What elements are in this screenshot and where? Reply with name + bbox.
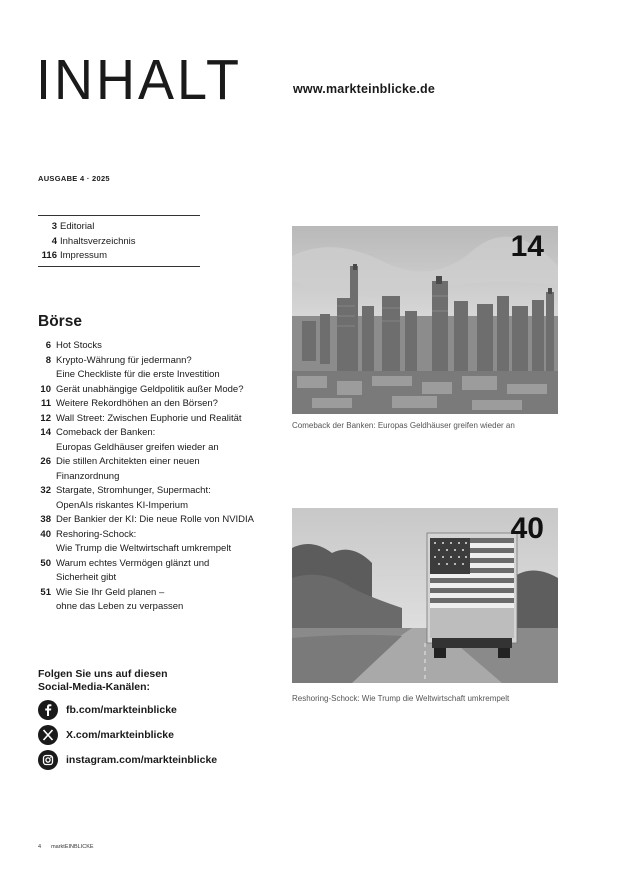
x-label: X.com/markteinblicke: [66, 729, 174, 741]
front-matter-page: 3: [51, 221, 57, 232]
front-matter-label: Inhaltsverzeichnis: [60, 235, 136, 247]
toc-page-number: 10: [40, 383, 51, 395]
instagram-link[interactable]: [38, 750, 217, 770]
toc-title-line: Hot Stocks: [56, 340, 102, 351]
toc-entry[interactable]: [38, 339, 278, 354]
toc-title-line: Stargate, Stromhunger, Supermacht:: [56, 485, 211, 496]
toc-title-line: Reshoring-Schock:: [56, 528, 137, 540]
toc-title-line: Weitere Rekordhöhen an den Börsen?: [56, 398, 218, 409]
toc-page-number: 50: [40, 557, 51, 569]
front-matter-label: Impressum: [60, 250, 107, 261]
issue-label: AUSGABE 4 · 2025: [38, 174, 110, 183]
toc-entry[interactable]: [38, 455, 278, 484]
toc-entry[interactable]: [38, 513, 278, 528]
toc-title-line: Krypto-Währung für jedermann?: [56, 354, 192, 366]
toc-entry[interactable]: [38, 397, 278, 412]
front-matter-item[interactable]: [38, 220, 200, 235]
facebook-label: fb.com/markteinblicke: [66, 704, 177, 716]
social-heading: [38, 668, 168, 694]
toc-entry[interactable]: [38, 484, 278, 513]
front-matter-item[interactable]: [38, 249, 200, 264]
toc-title-line: Comeback der Banken:: [56, 427, 156, 438]
instagram-icon: [38, 750, 58, 770]
facebook-link[interactable]: [38, 700, 177, 720]
toc-list: [38, 339, 278, 615]
toc-title-line: Warum echtes Vermögen glänzt und: [56, 557, 210, 569]
toc-title-line: Wall Street: Zwischen Euphorie und Realität: [56, 412, 242, 424]
website-link[interactable]: www.markteinblicke.de: [293, 82, 435, 96]
front-matter-item[interactable]: [38, 235, 200, 250]
toc-page-number: 14: [40, 427, 51, 438]
toc-page-number: 51: [40, 586, 51, 598]
toc-title: [51, 354, 220, 383]
toc-entry[interactable]: [38, 426, 278, 455]
toc-title: [51, 383, 243, 398]
x-link[interactable]: [38, 725, 174, 745]
front-matter-label: Editorial: [60, 221, 95, 232]
toc-title-line: Europas Geldhäuser greifen wieder an: [56, 441, 219, 453]
toc-page-number: 11: [40, 398, 51, 409]
toc-entry[interactable]: [38, 383, 278, 398]
toc-title-line: Finanzordnung: [56, 470, 120, 482]
toc-title: [51, 557, 209, 586]
toc-page-number: 38: [40, 514, 51, 525]
toc-entry[interactable]: [38, 354, 278, 383]
toc-entry[interactable]: [38, 528, 278, 557]
facebook-icon: [38, 700, 58, 720]
toc-page-number: 32: [40, 485, 51, 496]
toc-page-number: 12: [40, 412, 51, 424]
social-heading-line: Social-Media-Kanälen:: [38, 681, 151, 693]
toc-title-line: Wie Trump die Weltwirtschaft umkrempelt: [56, 543, 232, 554]
toc-title: [51, 484, 211, 513]
footer-brand: marktEINBLICKE: [51, 844, 94, 850]
toc-title: [51, 513, 254, 528]
feature-photo-truck[interactable]: [292, 508, 558, 683]
toc-entry[interactable]: [38, 412, 278, 427]
feature-page-number: 14: [510, 230, 544, 263]
toc-page-number: 6: [45, 340, 51, 351]
toc-page-number: 40: [40, 528, 51, 540]
social-heading-line: Folgen Sie uns auf diesen: [38, 668, 168, 680]
feature-photo-skyline[interactable]: [292, 226, 558, 414]
toc-title-line: Der Bankier der KI: Die neue Rolle von NVIDIA: [56, 514, 255, 525]
front-matter-page: 116: [41, 250, 57, 261]
toc-title-line: ohne das Leben zu verpassen: [56, 601, 184, 612]
toc-title: [51, 455, 200, 484]
page-title: INHALT: [36, 48, 243, 112]
front-matter-page: 4: [51, 235, 57, 247]
toc-entry[interactable]: [38, 557, 278, 586]
toc-title-line: Eine Checkliste für die erste Investition: [56, 369, 220, 380]
toc-title-line: Die stillen Architekten einer neuen: [56, 456, 200, 467]
toc-title: [51, 528, 231, 557]
toc-title-line: Sicherheit gibt: [56, 572, 117, 583]
toc-title: [51, 397, 218, 412]
feature-page-number: 40: [510, 512, 544, 545]
toc-page-number: 8: [45, 354, 51, 366]
instagram-label: instagram.com/markteinblicke: [66, 754, 218, 766]
toc-entry[interactable]: [38, 586, 278, 615]
feature-caption: Reshoring-Schock: Wie Trump die Weltwirtschaft umkrempelt: [292, 694, 510, 703]
footer-page-number: 4: [38, 844, 42, 850]
feature-caption: Comeback der Banken: Europas Geldhäuser greifen wieder an: [292, 421, 515, 430]
toc-title: [51, 339, 102, 354]
toc-title: [51, 426, 219, 455]
section-title: Börse: [38, 313, 82, 330]
toc-page-number: 26: [40, 456, 51, 467]
toc-title-line: Gerät unabhängige Geldpolitik außer Mode?: [56, 383, 244, 395]
toc-title: [51, 412, 242, 427]
x-icon: [38, 725, 58, 745]
toc-title: [51, 586, 183, 615]
front-matter-list: [38, 215, 200, 267]
toc-title-line: Wie Sie Ihr Geld planen –: [56, 586, 165, 598]
toc-title-line: OpenAIs riskantes KI-Imperium: [56, 499, 188, 511]
page-footer: [38, 844, 94, 850]
